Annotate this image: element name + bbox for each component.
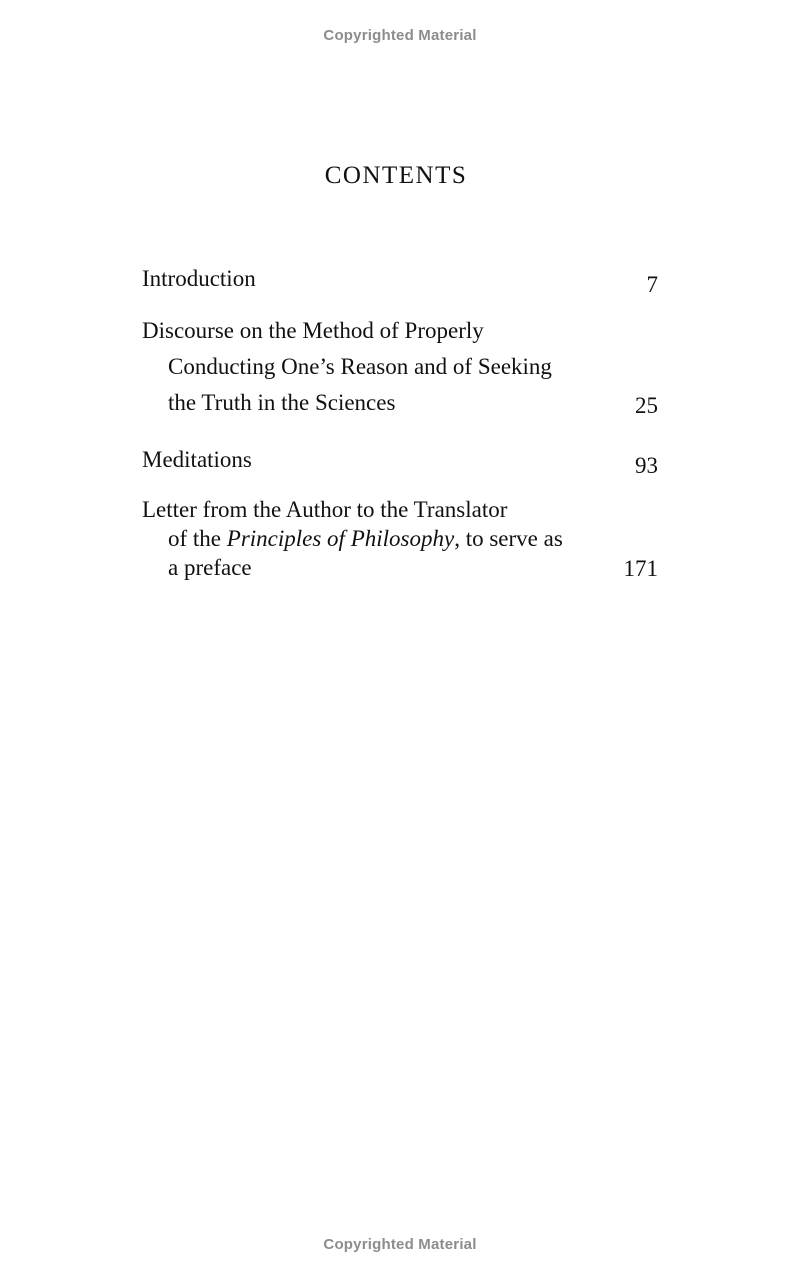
toc-entry-title-line: the Truth in the Sciences bbox=[168, 390, 396, 415]
toc-entry-title-fragment: of the bbox=[168, 526, 222, 551]
toc-entry-title-line: a preface bbox=[168, 555, 252, 580]
toc-entry-letter[interactable] bbox=[142, 495, 658, 582]
toc-entry-page-number: 171 bbox=[623, 556, 658, 581]
toc-entry-title-line: Letter from the Author to the Translator bbox=[142, 497, 508, 522]
toc-entry-title bbox=[142, 495, 612, 582]
toc-entry-page-number: 25 bbox=[635, 393, 658, 418]
toc-entry-title bbox=[142, 258, 612, 300]
toc-entry-meditations[interactable] bbox=[142, 439, 658, 481]
toc-entry-page-number: 93 bbox=[635, 453, 658, 478]
toc-entry-title-line bbox=[142, 524, 612, 553]
toc-entry-title-fragment: , to serve as bbox=[454, 526, 563, 551]
book-title-italic: Principles of Philosophy bbox=[226, 526, 455, 551]
toc-entry-title-line: Meditations bbox=[142, 447, 252, 472]
toc-entry-title-line: Conducting One’s Reason and of Seeking bbox=[168, 354, 552, 379]
toc-entry-title-line: Introduction bbox=[142, 266, 256, 291]
table-of-contents bbox=[142, 258, 658, 582]
watermark-top: Copyrighted Material bbox=[323, 27, 477, 44]
toc-entry-title bbox=[142, 439, 612, 481]
watermark-bottom: Copyrighted Material bbox=[323, 1236, 477, 1253]
toc-entry-introduction[interactable] bbox=[142, 258, 658, 300]
toc-entry-title-line: Discourse on the Method of Properly bbox=[142, 318, 484, 343]
page-title: CONTENTS bbox=[324, 162, 468, 189]
toc-entry-title bbox=[142, 313, 612, 421]
toc-entry-page-number: 7 bbox=[646, 272, 658, 297]
toc-entry-discourse[interactable] bbox=[142, 313, 658, 421]
